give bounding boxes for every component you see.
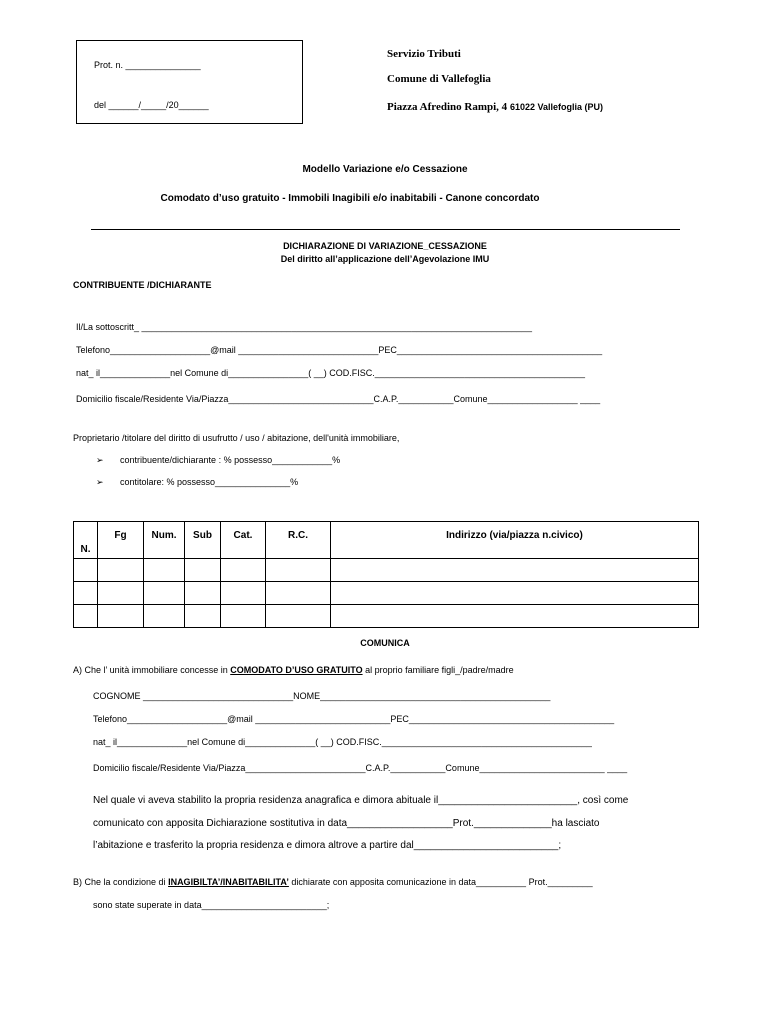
col-header-cat: Cat. [221, 522, 266, 559]
form-subtitle: Comodato d’uso gratuito - Immobili Inagibili e/o inabitabili - Canone concordato [160, 193, 540, 204]
protocol-date-field[interactable]: del ______/_____/20______ [94, 100, 209, 110]
contributor-share-field[interactable]: contribuente/dichiarante : % possesso____________% [120, 455, 341, 465]
office-address-street: Piazza Afredino Rampi, 4 [387, 101, 510, 113]
table-cell[interactable] [221, 605, 266, 628]
contributor-heading: CONTRIBUENTE /DICHIARANTE [73, 280, 212, 290]
property-table [73, 521, 699, 628]
col-header-address: Indirizzo (via/piazza n.civico) [331, 522, 699, 559]
office-address-city: 61022 Vallefoglia (PU) [509, 102, 603, 112]
table-cell[interactable] [331, 582, 699, 605]
family-address-field[interactable]: Domicilio fiscale/Residente Via/Piazza________________________C.A.P.___________Comune_________________________ ____ [93, 763, 628, 773]
col-header-num: Num. [144, 522, 185, 559]
table-cell[interactable] [266, 582, 331, 605]
family-contact-field[interactable]: Telefono____________________@mail ___________________________PEC_________________________________________ [93, 714, 615, 724]
table-cell[interactable] [185, 582, 221, 605]
protocol-number-field[interactable]: Prot. n. _______________ [94, 60, 201, 70]
contributor-address-field[interactable]: Domicilio fiscale/Residente Via/Piazza_____________________________C.A.P.___________Comune__________________ ____ [76, 394, 601, 404]
section-a-prefix: A) Che l’ unità immobiliare concesse in [73, 665, 231, 675]
bullet-icon: ➢ [96, 477, 104, 487]
section-b-bold: INAGIBILTA’/INABITABILITA’ [168, 877, 289, 887]
family-birth-field[interactable]: nat_ il______________nel Comune di______________( __) COD.FISC.__________________________________________ [93, 737, 592, 747]
section-a-statement [73, 665, 514, 675]
section-b-statement[interactable] [73, 877, 593, 887]
table-cell[interactable] [144, 582, 185, 605]
declaration-title: DICHIARAZIONE DI VARIAZIONE_CESSAZIONE [283, 241, 487, 251]
col-header-rc: R.C. [266, 522, 331, 559]
protocol-box [76, 40, 303, 124]
section-b-prefix: B) Che la condizione di [73, 877, 169, 887]
col-header-sub: Sub [185, 522, 221, 559]
section-b-date-field[interactable]: sono state superate in data_________________________; [93, 900, 330, 910]
table-row [74, 605, 699, 628]
office-municipality: Comune di Vallefoglia [387, 73, 491, 85]
title-divider [91, 229, 680, 230]
table-cell[interactable] [266, 559, 331, 582]
table-cell[interactable] [266, 605, 331, 628]
table-cell[interactable] [74, 582, 98, 605]
residence-paragraph-line2[interactable]: comunicato con apposita Dichiarazione sostitutiva in data___________________Prot.______________ha lasciato [93, 818, 600, 829]
table-header-row [74, 522, 699, 559]
table-row [74, 559, 699, 582]
table-cell[interactable] [98, 559, 144, 582]
table-cell[interactable] [98, 605, 144, 628]
owner-statement: Proprietario /titolare del diritto di usufrutto / uso / abitazione, dell'unità immobiliare, [73, 433, 400, 443]
table-cell[interactable] [144, 605, 185, 628]
bullet-icon: ➢ [96, 455, 104, 465]
comunica-heading: COMUNICA [360, 638, 410, 648]
contributor-contact-field[interactable]: Telefono____________________@mail ____________________________PEC_________________________________________ [76, 345, 603, 355]
office-address [387, 97, 603, 115]
col-header-fg: Fg [98, 522, 144, 559]
section-a-suffix: al proprio familiare figli_/padre/madre [362, 665, 514, 675]
table-cell[interactable] [74, 559, 98, 582]
residence-paragraph-line1[interactable]: Nel quale vi aveva stabilito la propria residenza anagrafica e dimora abituale il_________________________, così come [93, 795, 629, 806]
contributor-name-field[interactable]: Il/La sottoscritt_ ______________________________________________________________________________ [76, 322, 532, 332]
contributor-birth-field[interactable]: nat_ il______________nel Comune di________________( __) COD.FISC.__________________________________________ [76, 368, 585, 378]
table-cell[interactable] [185, 605, 221, 628]
co-owner-share-field[interactable]: contitolare: % possesso_______________% [120, 477, 299, 487]
col-header-n: N. [74, 522, 98, 559]
section-a-bold: COMODATO D’USO GRATUITO [230, 665, 363, 675]
residence-paragraph-line3[interactable]: l’abitazione e trasferito la propria residenza e dimora altrove a partire dal__________________________; [93, 840, 562, 851]
table-cell[interactable] [98, 582, 144, 605]
section-b-suffix: dichiarate con apposita comunicazione in data__________ Prot._________ [288, 877, 593, 887]
table-cell[interactable] [144, 559, 185, 582]
table-cell[interactable] [221, 582, 266, 605]
table-cell[interactable] [221, 559, 266, 582]
table-row [74, 582, 699, 605]
table-cell[interactable] [331, 559, 699, 582]
table-cell[interactable] [331, 605, 699, 628]
table-cell[interactable] [185, 559, 221, 582]
declaration-subtitle: Del diritto all’applicazione dell’Agevolazione IMU [280, 254, 490, 264]
form-title: Modello Variazione e/o Cessazione [302, 164, 468, 175]
family-name-field[interactable]: COGNOME ______________________________NOME______________________________________________ [93, 691, 551, 701]
office-service: Servizio Tributi [387, 48, 461, 60]
table-cell[interactable] [74, 605, 98, 628]
